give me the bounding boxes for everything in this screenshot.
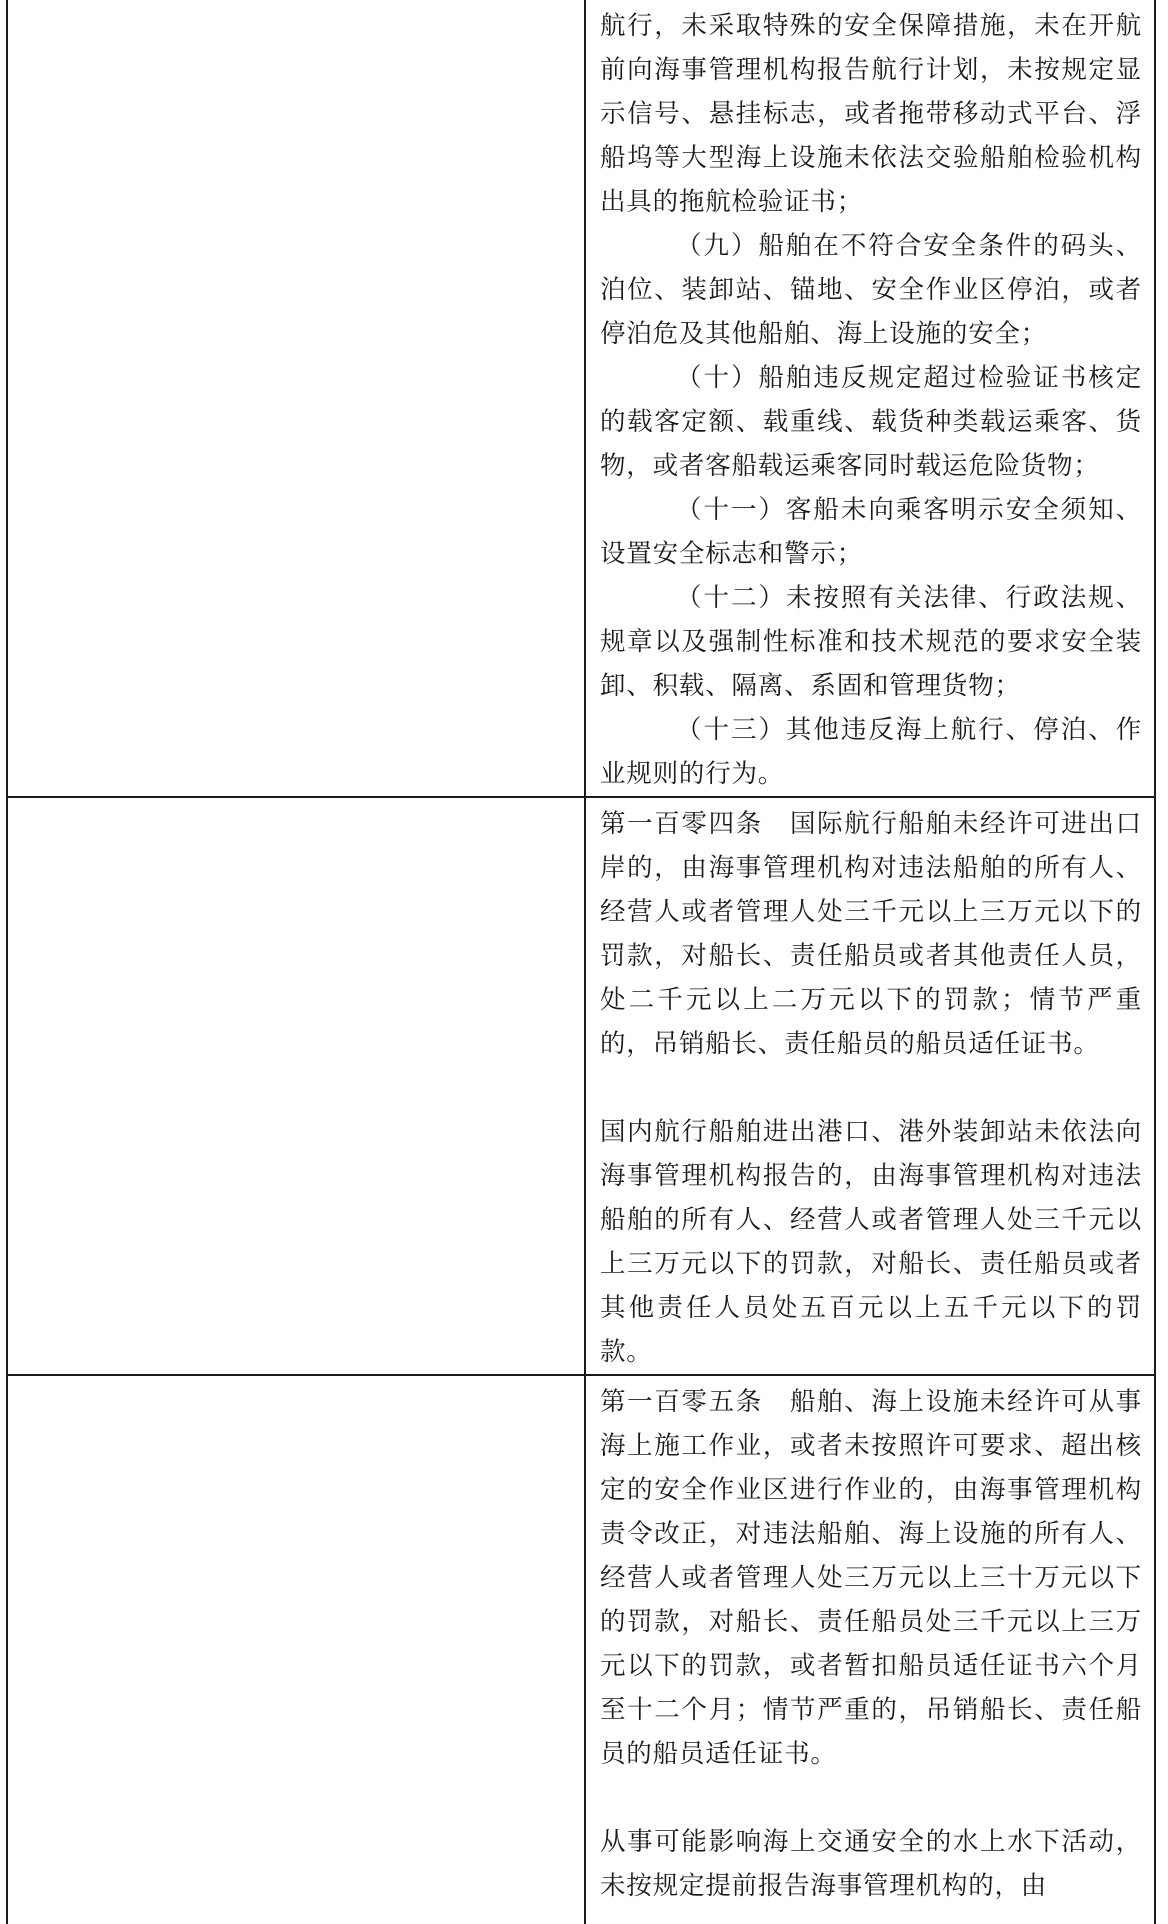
left-cell — [7, 1375, 585, 1924]
article-104-paragraph-2: 国内航行船舶进出港口、港外装卸站未依法向海事管理机构报告的，由海事管理机构对违法船舶的所有人、经营人或者管理人处三千元以上三万元以下的罚款，对船长、责任船员或者其他责任人员处五百元以上五千元以下的罚款。 — [600, 1117, 1142, 1367]
list-item-10: （十）船舶违反规定超过检验证书核定的载客定额、载重线、载货种类载运乘客、货物，或者客船载运乘客同时载运危险货物； — [600, 363, 1142, 481]
article-104-paragraph-1: 第一百零四条 国际航行船舶未经许可进出口岸的，由海事管理机构对违法船舶的所有人、经营人或者管理人处三千元以上三万元以下的罚款，对船长、责任船员或者其他责任人员，处二千元以上二万元以下的罚款；情节严重的，吊销船长、责任船员的船员适任证书。 — [600, 809, 1142, 1059]
table-row — [7, 1375, 1155, 1924]
paragraph: 航行，未采取特殊的安全保障措施，未在开航前向海事管理机构报告航行计划，未按规定显示信号、悬挂标志，或者拖带移动式平台、浮船坞等大型海上设施未依法交验船舶检验机构出具的拖航检验证书； — [600, 11, 1142, 217]
article-105-paragraph-1: 第一百零五条 船舶、海上设施未经许可从事海上施工作业，或者未按照许可要求、超出核定的安全作业区进行作业的，由海事管理机构责令改正，对违法船舶、海上设施的所有人、经营人或者管理人处三万元以上三十万元以下的罚款，对船长、责任船员处三千元以上三万元以下的罚款，或者暂扣船员适任证书六个月至十二个月；情节严重的，吊销船长、责任船员的船员适任证书。 — [600, 1387, 1142, 1769]
left-cell — [7, 0, 585, 797]
right-cell — [585, 1375, 1155, 1924]
right-cell — [585, 797, 1155, 1375]
table-row — [7, 0, 1155, 797]
paragraph-gap — [600, 1066, 1142, 1110]
list-item-11: （十一）客船未向乘客明示安全须知、设置安全标志和警示； — [600, 495, 1142, 569]
list-item-12: （十二）未按照有关法律、行政法规、规章以及强制性标准和技术规范的要求安全装卸、积载、隔离、系固和管理货物； — [600, 583, 1142, 701]
left-cell — [7, 797, 585, 1375]
paragraph-gap — [600, 1776, 1142, 1820]
right-cell — [585, 0, 1155, 797]
list-item-13: （十三）其他违反海上航行、停泊、作业规则的行为。 — [600, 715, 1142, 789]
list-item-9: （九）船舶在不符合安全条件的码头、泊位、装卸站、锚地、安全作业区停泊，或者停泊危及其他船舶、海上设施的安全； — [600, 231, 1142, 349]
comparison-table — [6, 0, 1156, 1924]
table-row — [7, 797, 1155, 1375]
article-105-paragraph-2: 从事可能影响海上交通安全的水上水下活动，未按规定提前报告海事管理机构的，由 — [600, 1827, 1142, 1901]
